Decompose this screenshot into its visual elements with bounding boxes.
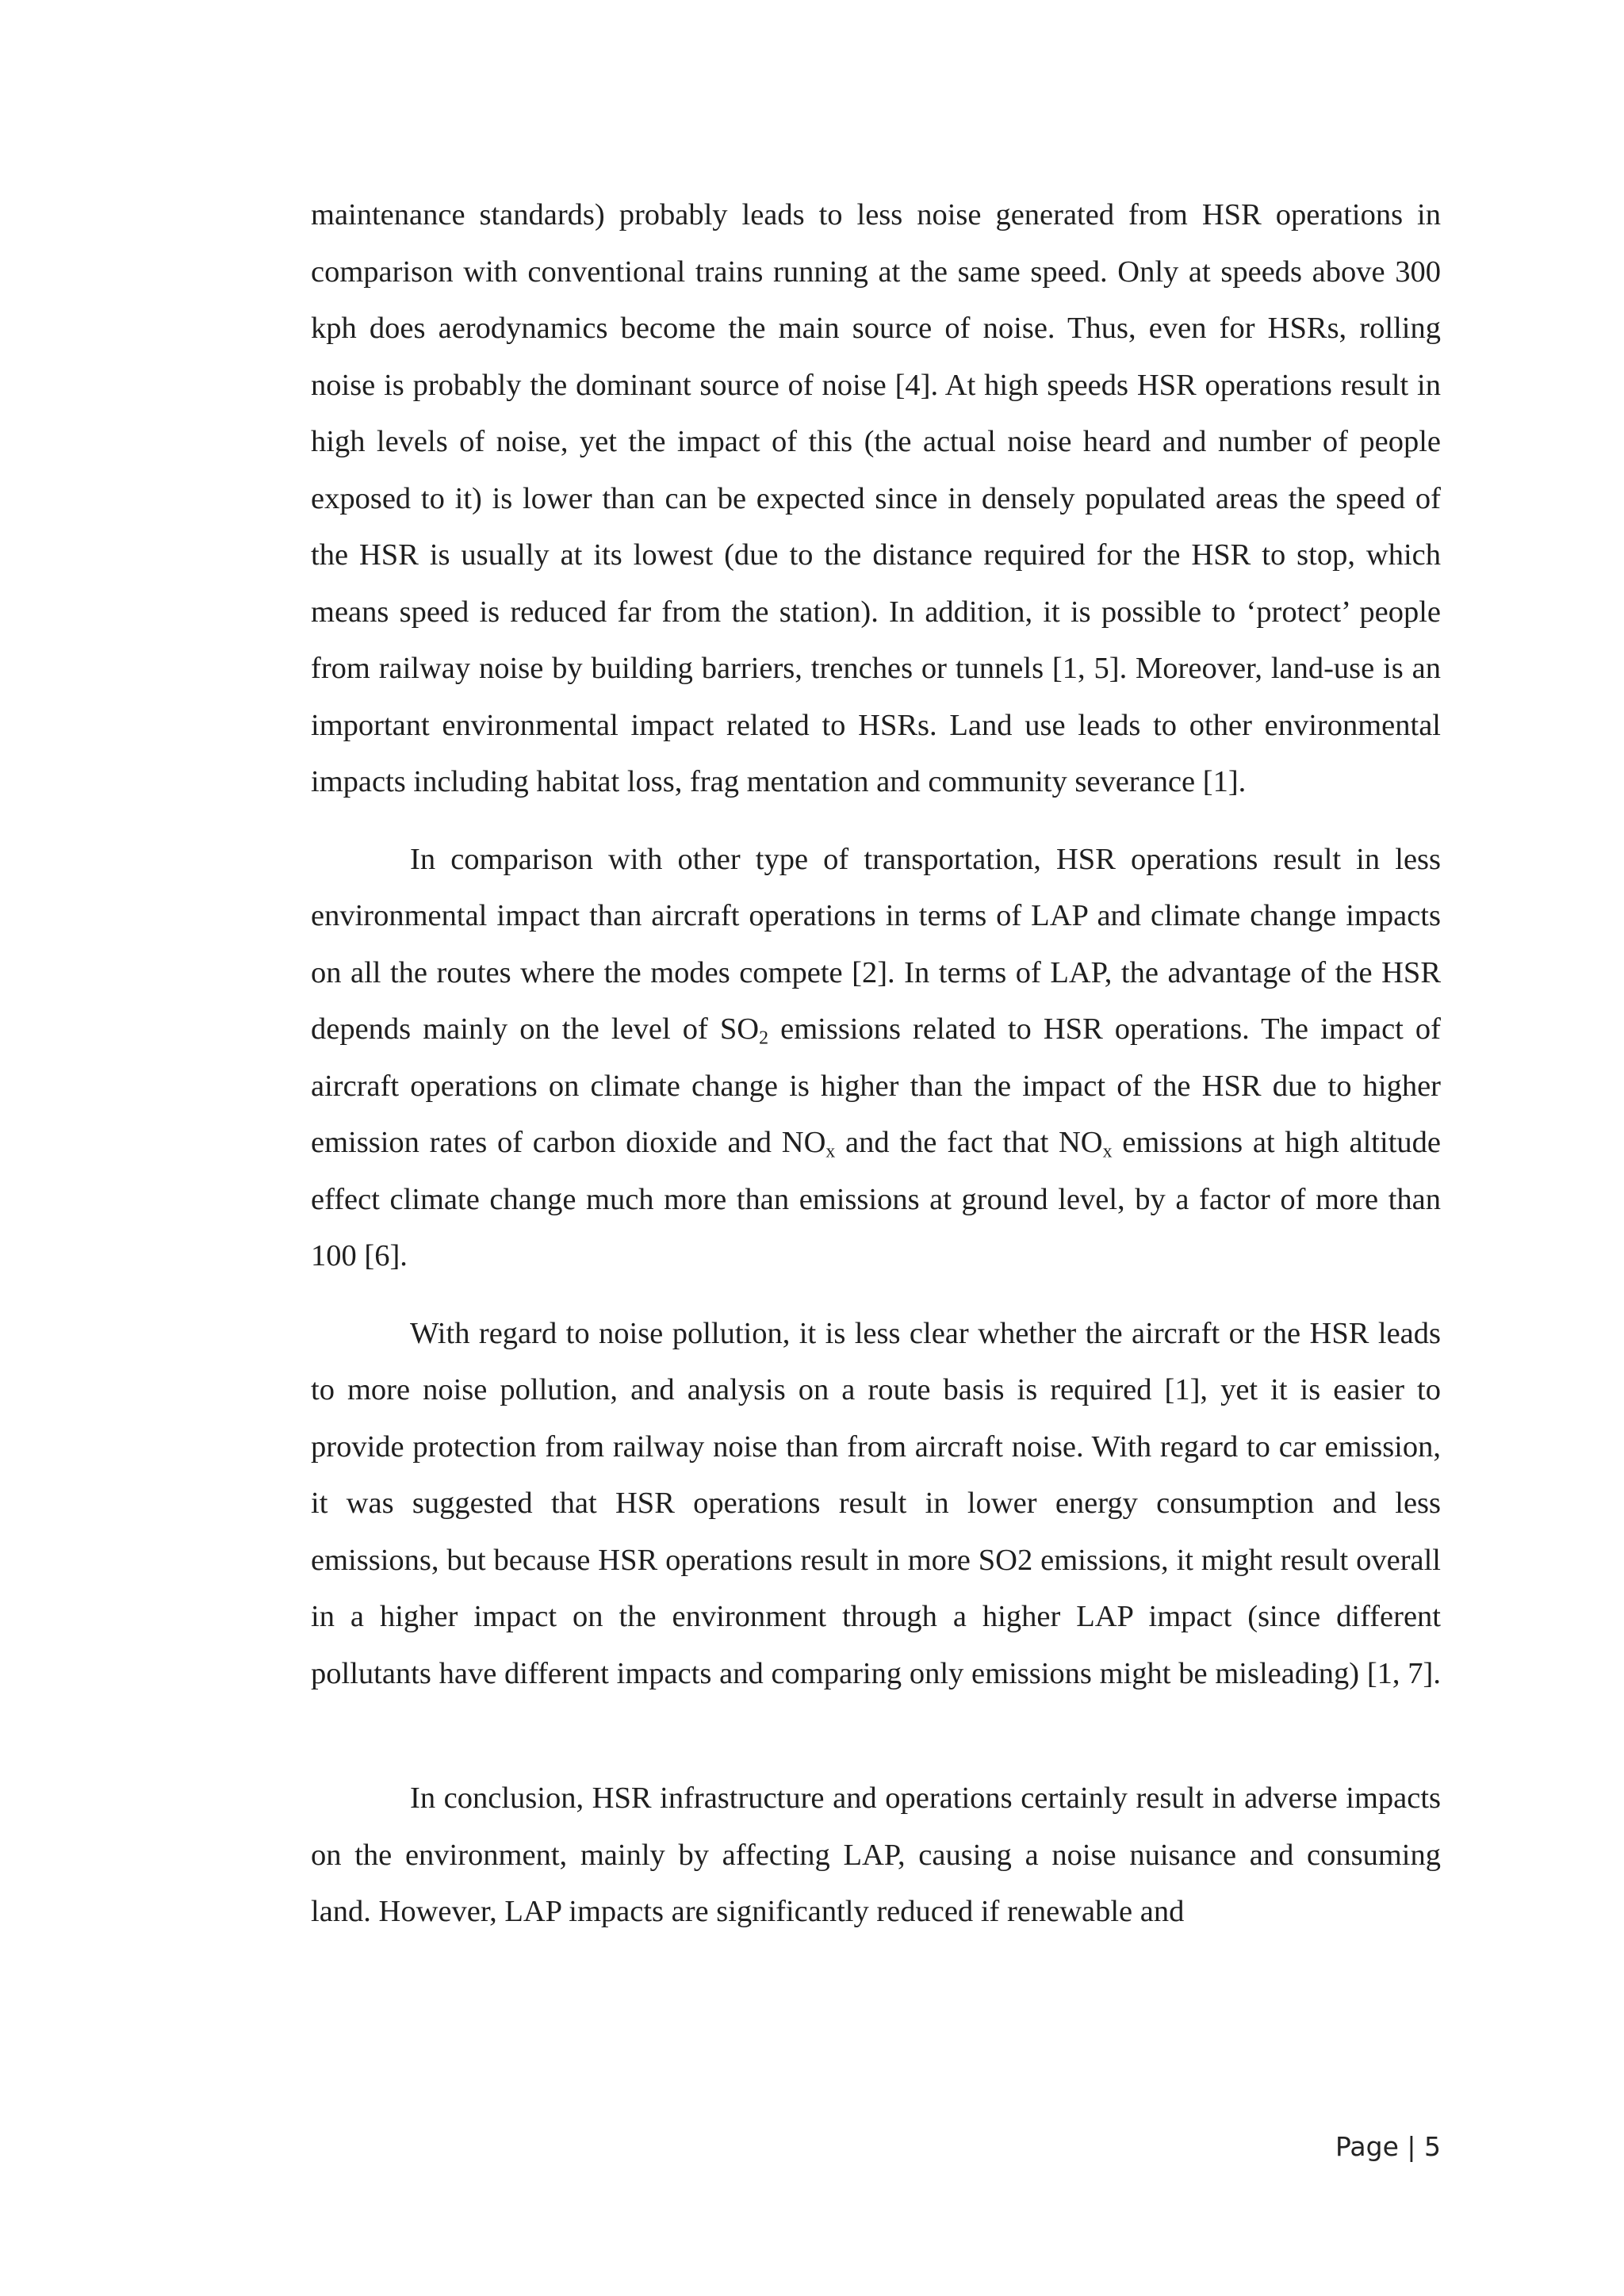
paragraph-text: With regard to noise pollution, it is less clear whether the aircraft or the HSR leads to more noise pollution, and analysis on a route basis is required [1], yet it is easier to provide protection from railway noise than from aircraft noise. With regard to car emission, it was suggested that HSR operations result in lower energy consumption and less emissions, but because HSR operations result in more SO2 emissions, it might result overall in a higher impact on the environment through a higher LAP impact (since different pollutants have different impacts and comparing only emissions might be misleading) [1, 7]. <box>311 1316 1441 1690</box>
body-text <box>311 187 1441 1941</box>
paragraph-text: and the fact that NO <box>835 1126 1103 1159</box>
paragraph-noise-pollution <box>311 1306 1441 1703</box>
paragraph-conclusion <box>311 1770 1441 1941</box>
paragraph-text: maintenance standards) probably leads to less noise generated from HSR operations in comparison with conventional trains running at the same speed. Only at speeds above 300 kph does aerodynamics become the main source of noise. Thus, even for HSRs, rolling noise is probably the dominant source of noise [4]. At high speeds HSR operations result in high levels of noise, yet the impact of this (the actual noise heard and number of people exposed to it) is lower than can be expected since in densely populated areas the speed of the HSR is usually at its lowest (due to the distance required for the HSR to stop, which means speed is reduced far from the station). In addition, it is possible to ‘protect’ people from railway noise by building barriers, trenches or tunnels [1, 5]. Moreover, land-use is an important environmental impact related to HSRs. Land use leads to other environmental impacts including habitat loss, frag mentation and community severance [1]. <box>311 198 1441 798</box>
paragraph-text: emissions at high altitude effect climate change much more than emissions at ground level, by a factor of more than 100 [6]. <box>311 1126 1441 1272</box>
paragraph-text: In comparison with other type of transportation, HSR operations result in less environmental impact than aircraft operations in terms of LAP and climate change impacts on all the routes where the modes compete [2]. In terms of LAP, the advantage of the HSR depends mainly on the level of SO <box>311 842 1441 1046</box>
page-number: Page | 5 <box>1335 2131 1441 2162</box>
paragraph-text: In conclusion, HSR infrastructure and operations certainly result in adverse impacts on the environment, mainly by affecting LAP, causing a noise nuisance and consuming land. However, LAP impacts are significantly reduced if renewable and <box>311 1781 1441 1928</box>
subscript: x <box>825 1141 836 1162</box>
paragraph-text: emissions related to HSR operations. The impact of aircraft operations on climate change is higher than the impact of the HSR due to higher emission rates of carbon dioxide and NO <box>311 1012 1441 1159</box>
paragraph-noise-and-land-use <box>311 187 1441 811</box>
paragraph-comparison-aircraft <box>311 832 1441 1285</box>
subscript: 2 <box>759 1027 769 1049</box>
subscript: x <box>1102 1141 1113 1162</box>
